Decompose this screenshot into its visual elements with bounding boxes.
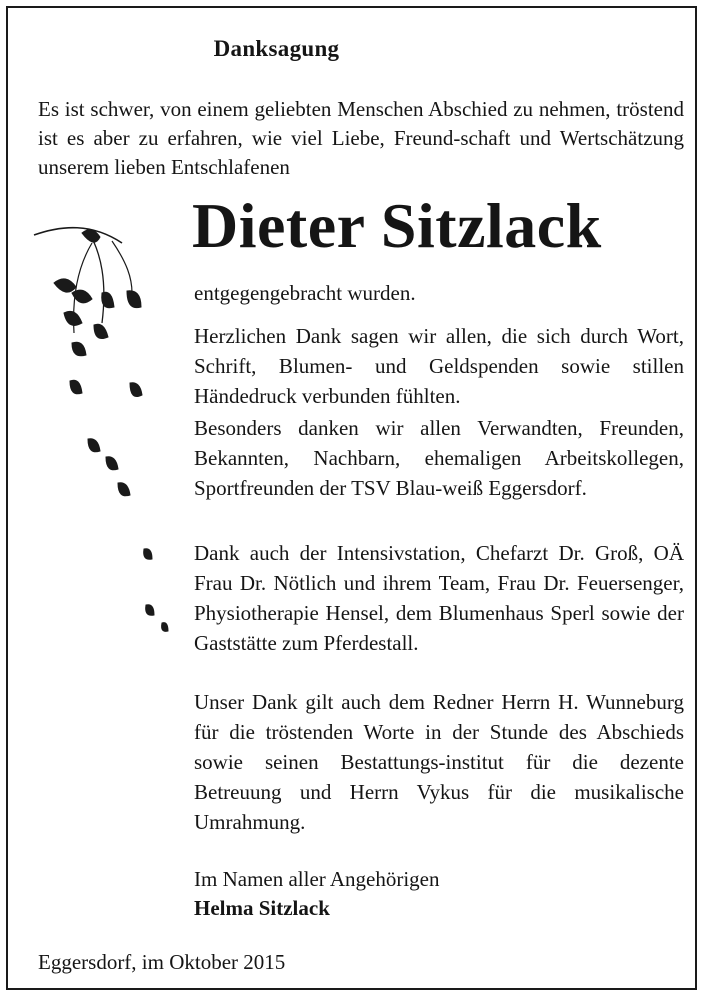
continuation-line: entgegengebracht wurden.	[194, 281, 416, 305]
closing-line: Im Namen aller Angehörigen	[194, 867, 440, 891]
notice-frame	[6, 6, 697, 990]
thanks-paragraph-4: Unser Dank gilt auch dem Redner Herrn H. Wunneburg für die tröstenden Worte in der Stunde des Abschieds sowie seinen Bestattungs-institut für die dezente Betreuung und Herrn Vykus für die musikalische Umrahmung.	[194, 690, 684, 834]
thanks-paragraph-2: Besonders danken wir allen Verwandten, Freunden, Bekannten, Nachbarn, ehemaligen Arbeitskollegen, Sportfreunden der TSV Blau-weiß Eggersdorf.	[194, 416, 684, 500]
place-date: Eggersdorf, im Oktober 2015	[38, 950, 286, 974]
signature: Helma Sitzlack	[194, 896, 330, 920]
deceased-name: Dieter Sitzlack	[192, 190, 602, 261]
intro-paragraph: Es ist schwer, von einem geliebten Menschen Abschied zu nehmen, tröstend ist es aber zu erfahren, wie viel Liebe, Freund-schaft und Wertschätzung unserem lieben Entschlafenen	[38, 97, 684, 179]
notice-heading: Danksagung	[213, 36, 340, 61]
falling-leaves-icon	[32, 213, 192, 663]
thanks-paragraph-3: Dank auch der Intensivstation, Chefarzt Dr. Groß, OÄ Frau Dr. Nötlich und ihrem Team, Frau Dr. Feuersenger, Physiotherapie Hensel, dem Blumenhaus Sperl sowie der Gaststätte zum Pferdestall.	[194, 541, 684, 655]
thanks-paragraph-1: Herzlichen Dank sagen wir allen, die sich durch Wort, Schrift, Blumen- und Geldspenden sowie stillen Händedruck verbunden fühlten.	[194, 324, 684, 408]
